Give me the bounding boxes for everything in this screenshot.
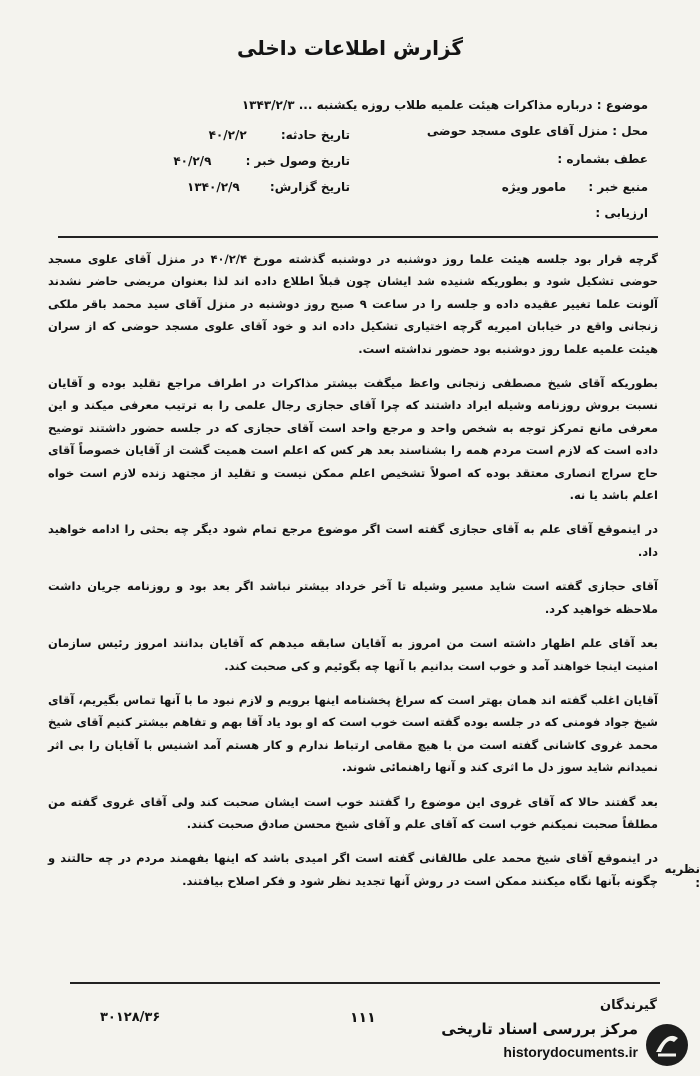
ref-row bbox=[557, 152, 648, 166]
rating-label: ارزیابی : bbox=[595, 206, 648, 220]
watermark-title: مرکز بررسی اسناد تاریخی bbox=[441, 1020, 638, 1038]
document-number: ۳۰۱۲۸/۳۶ bbox=[100, 1010, 161, 1025]
receipt-date-value: ۴۰/۲/۹ bbox=[173, 154, 212, 168]
classification-mark: ۱۱۱ bbox=[350, 1010, 376, 1026]
receipt-date-row bbox=[173, 154, 350, 168]
report-date-label: تاریخ گزارش: bbox=[269, 180, 350, 194]
page-title: گزارش اطلاعات داخلی bbox=[236, 36, 464, 60]
subject-row bbox=[242, 98, 648, 112]
report-date-row bbox=[187, 180, 350, 194]
paragraph: گرچه قرار بود جلسه هیئت علما روز دوشنبه در دوشنبه گذشته مورخ ۴۰/۲/۴ در منزل آقای علوی مسجد حوضی تشکیل شود و بطوریکه شنیده شد ایشان چون قبلاً اطلاع داده اند لذا بعنوان مریضی حاضر نشدند آلونت علما تغییر عقیده داده و جلسه را در ساعت ۹ صبح روز دوشنبه در منزل آقای سید محمد باقر ملکی زنجانی واقع در خیابان امیریه گرچه اختیاری تشکیل داده اند و خود آقای علوی مسجد حوضی که از سران هیئت علمیه علما روز دوشنبه بود حضور نداشته است. bbox=[48, 252, 658, 356]
header-divider bbox=[58, 236, 658, 238]
event-date-row bbox=[209, 128, 350, 142]
source-row bbox=[502, 180, 648, 194]
ref-label: عطف بشماره : bbox=[557, 152, 648, 166]
place-label: محل : bbox=[612, 124, 648, 138]
recipients-label: گیرندگان bbox=[600, 998, 657, 1013]
source-label: منبع خبر : bbox=[588, 180, 648, 194]
paragraph: آقایان اغلب گفته اند همان بهتر است که سراغ پخشنامه اینها برویم و لازم نبود ما با آنها تماس بگیریم، آقای شیخ جواد فومنی که در جلسه بوده گفته است خوب است که او بود یاد آقا بهم و تفاهم بیشتر کنیم آقای شیخ محمد غروی کاشانی گفته است من با هیچ مقامی ارتباط ندارم و کار هستم آمد اشنیس با آقایان را بی اثر نمیدانم شاید سوز دل ما اثری کند و آنها راهنمائی شوند. bbox=[48, 692, 658, 775]
footer-divider bbox=[70, 982, 660, 984]
place-row bbox=[427, 124, 648, 138]
place-value: منزل آقای علوی مسجد حوضی bbox=[426, 124, 609, 138]
receipt-date-label: تاریخ وصول خبر : bbox=[245, 154, 350, 168]
paragraph: بعد آقای علم اظهار داشته است من امروز به آقایان سابقه میدهم که آقایان بدانند امروز رئیس سازمان امنیت اینجا خواهند آمد و خوب است بدانیم با آنها چه بگوئیم و کی صحبت کند. bbox=[48, 636, 658, 673]
event-date-value: ۴۰/۲/۲ bbox=[208, 128, 247, 142]
rating-row bbox=[595, 206, 648, 220]
archive-logo-icon bbox=[644, 1022, 690, 1068]
paragraph: بعد گفتند حالا که آقای غروی این موضوع را گفتند خوب است ایشان صحبت کند ولی آقای غروی گفته من مطلقاً صحبت نمیکنم خوب است که آقای علم و آقای شیخ محسن صادق صحبت کنند. bbox=[48, 794, 658, 831]
watermark-url: historydocuments.ir bbox=[503, 1044, 638, 1060]
paragraph: بطوریکه آقای شیخ مصطفی زنجانی واعظ میگفت بیشتر مذاکرات در اطراف مراجع تقلید بوده و آقایان نسبت بروش روزنامه وشیله ایراد داشتند که چرا آقای حجازی رجال علمی را به ترتیب معرفی میکند و این معرفی مانع تمرکز توجه به شخص واحد و مرجع واحد است آقای حجازی که در جلسه حضور داشتند توضیح داده است که لازم است مردم همه را بشناسند بعد هر کس که اعلم است همیت گشت از آقایان خصوصاً آقای حاج سراج انصاری معتقد بوده که اصولاً تشخیص اعلم ممکن نیست و تقلید از مجتهد زنده لازم است خواه اعلم باشد یا نه. bbox=[48, 376, 658, 503]
subject-value: درباره مذاکرات هیئت علمیه طلاب روزه یکشنبه ... ۱۳۴۳/۲/۳ bbox=[241, 98, 593, 112]
source-value: مامور ویژه bbox=[501, 180, 567, 194]
paragraph: آقای حجازی گفته است شاید مسیر وشیله تا آخر خرداد بیشتر نباشد اگر بعد بود و روزنامه جریان داشت ملاحظه خواهید کرد. bbox=[48, 579, 658, 616]
paragraph: در اینموقع آقای شیخ محمد علی طالقانی گفته است اگر امیدی باشد که اینها بفهمند مردم در چه حالتند و چگونه بآنها نگاه میکنند ممکن است در روش آنها تجدید نظر شود و فکر اصلاح بیافتند. bbox=[48, 851, 658, 888]
event-date-label: تاریخ حادثه: bbox=[280, 128, 350, 142]
watermark bbox=[424, 1016, 694, 1072]
report-body bbox=[48, 248, 658, 904]
opinion-note: نظریه : bbox=[664, 862, 700, 890]
subject-label: موضوع : bbox=[596, 98, 648, 112]
report-date-value: ۱۳۴۰/۲/۹ bbox=[187, 180, 240, 194]
paragraph: در اینموقع آقای علم به آقای حجازی گفته است اگر موضوع مرجع تمام شود دیگر چه بحثی را ادامه خواهید داد. bbox=[48, 522, 658, 559]
